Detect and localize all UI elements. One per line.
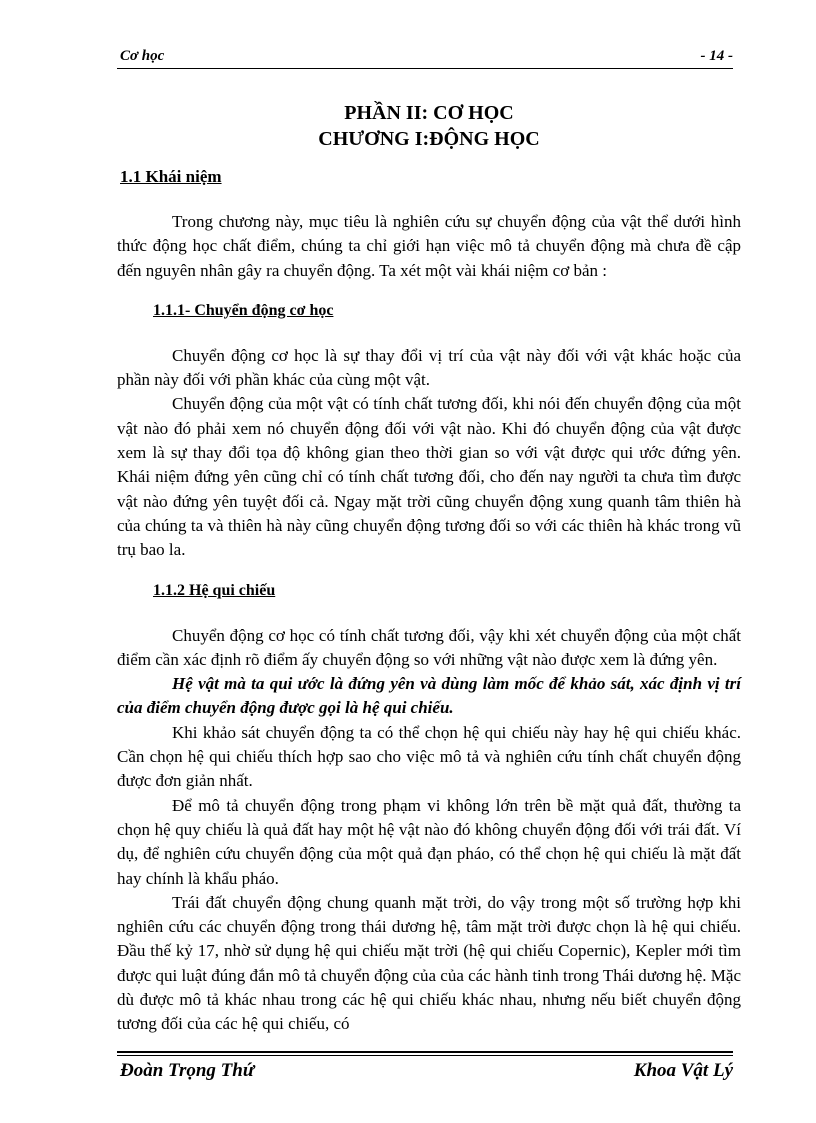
section-1-1-1-paragraph: Chuyển động cơ học là sự thay đổi vị trí của vật này đối với vật khác hoặc của phần này đối với phần khác của cùng một vật. <box>117 345 741 390</box>
section-1-1-1-paragraph: Chuyển động của một vật có tính chất tương đối, khi nói đến chuyển động của một vật nào đó phải xem nó chuyển động đối với vật nào. Khi đó chuyển động của vật được xem là sự thay đổi tọa độ không gian theo thời gian so với vật được qui ước đứng yên. Khái niệm đứng yên cũng chỉ có tính chất tương đối, cho đến nay người ta chưa tìm được vật nào đứng yên tuyệt đối cả. Ngay mặt trời cũng chuyển động xung quanh tâm thiên hà của chúng ta và thiên hà này cũng chuyển động tương đối so với các thiên hà khác trong vũ trụ bao la. <box>117 394 741 560</box>
header-page-number: - 14 - <box>700 48 733 64</box>
section-1-1-intro: Trong chương này, mục tiêu là nghiên cứu sự chuyển động của vật thể dưới hình thức động học chất điểm, chúng ta chỉ giới hạn việc mô tả chuyển động mà chưa đề cập đến nguyên nhân gây ra chuyển động. Ta xét một vài khái niệm cơ bản : <box>117 212 741 280</box>
footer-rule <box>117 1051 733 1053</box>
header-subject: Cơ học <box>120 48 165 64</box>
header-rule <box>117 68 733 69</box>
footer-department: Khoa Vật Lý <box>633 1060 733 1081</box>
section-1-1-2-paragraph: Trái đất chuyển động chung quanh mặt trời, do vậy trong một số trường hợp khi nghiên cứu các chuyển động trong thái dương hệ, tâm mặt trời được chọn là hệ qui chiếu. Đầu thế kỷ 17, nhờ sử dụng hệ qui chiếu mặt trời (hệ qui chiếu Copernic), Kepler mới tìm được qui luật đúng đắn mô tả chuyển động của của các hành tinh trong Thái dương hệ. Mặc dù được mô tả khác nhau trong các hệ qui chiếu khác nhau, nhưng nếu biết chuyển động tương đối của các hệ qui chiếu, có <box>117 892 741 1034</box>
section-heading-1-1: 1.1 Khái niệm <box>120 167 222 186</box>
section-1-1-2-paragraph: Khi khảo sát chuyển động ta có thể chọn hệ qui chiếu này hay hệ qui chiếu khác. Cần chọn hệ qui chiếu thích hợp sao cho việc mô tả và nghiên cứu tính chất chuyển động được đơn giản nhất. <box>117 722 741 791</box>
section-heading-1-1-2: 1.1.2 Hệ qui chiếu <box>153 581 276 599</box>
page-footer <box>117 1058 733 1084</box>
section-1-1-2-paragraph: Để mô tả chuyển động trong phạm vi không lớn trên bề mặt quả đất, thường ta chọn hệ quy chiếu là quả đất hay một hệ vật nào đó không chuyển động đối với trái đất. Ví dụ, để nghiên cứu chuyển động của một quả đạn pháo, có thể chọn hệ qui chiếu là mặt đất hay chính là khẩu pháo. <box>117 795 741 888</box>
reference-frame-definition: Hệ vật mà ta qui ước là đứng yên và dùng làm mốc để khảo sát, xác định vị trí của điểm chuyển động được gọi là hệ qui chiếu. <box>117 674 741 718</box>
footer-author: Đoàn Trọng Thứ <box>120 1060 255 1081</box>
part-title: PHẦN II: CƠ HỌC <box>344 102 514 124</box>
footer-rule-thin <box>117 1055 733 1056</box>
section-1-1-2-paragraph: Chuyển động cơ học có tính chất tương đối, vậy khi xét chuyển động của một chất điểm cần xác định rõ điểm ấy chuyển động so với những vật nào được xem là đứng yên. <box>117 625 741 669</box>
section-heading-1-1-1: 1.1.1- Chuyển động cơ học <box>153 301 334 319</box>
page-header <box>117 48 733 68</box>
chapter-title: CHƯƠNG I:ĐỘNG HỌC <box>318 128 540 150</box>
page-body <box>117 100 741 1037</box>
